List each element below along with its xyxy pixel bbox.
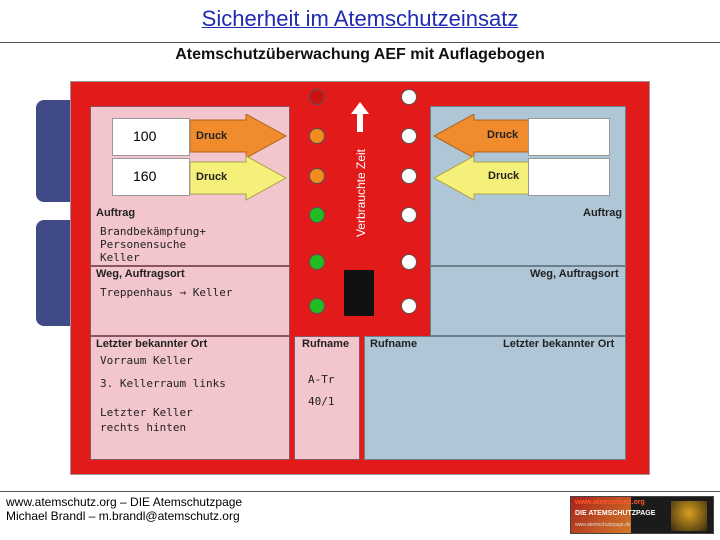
weg-label-left: Weg, Auftragsort: [96, 268, 185, 280]
druck-label-left-1: Druck: [196, 130, 228, 142]
slide-subtitle: Atemschutzüberwachung AEF mit Auflagebogen: [175, 46, 545, 63]
led-green-2: [309, 254, 325, 270]
footer-text: [6, 495, 242, 523]
led-green-1: [309, 207, 325, 223]
auftrag-label-right: Auftrag: [583, 207, 623, 219]
druck-label-right-2: Druck: [488, 170, 520, 182]
led-white-4: [401, 207, 417, 223]
logo-url: www.atemschutz.org: [575, 499, 645, 506]
title-divider: [0, 42, 720, 43]
time-label-wrap: [341, 136, 381, 252]
footer-line-2[interactable]: Michael Brandl – m.brandl@atemschutz.org: [6, 509, 240, 523]
footer-line-1[interactable]: www.atemschutz.org – DIE Atemschutzpage: [6, 495, 243, 509]
ort-label-right: Letzter bekannter Ort: [503, 338, 615, 350]
rufname-value-1[interactable]: A-Tr: [308, 373, 335, 386]
led-white-5: [401, 254, 417, 270]
ort-value-2[interactable]: 3. Kellerraum links: [100, 377, 226, 390]
led-red: [309, 89, 325, 105]
druck-label-right-1: Druck: [487, 129, 519, 141]
logo-name: DIE ATEMSCHUTZPAGE: [575, 510, 656, 517]
logo-small-url: www.atemschutzpage.de: [575, 522, 631, 528]
time-label: Verbrauchte Zeit: [354, 148, 368, 238]
weg-label-right: Weg, Auftragsort: [530, 268, 619, 280]
druck-label-left-2: Druck: [196, 171, 228, 183]
pressure-box-2[interactable]: [112, 158, 190, 196]
logo-firefighter-image: [671, 501, 707, 531]
time-slider-handle[interactable]: [344, 270, 374, 316]
ort-value-3[interactable]: Letzter Keller rechts hinten: [100, 406, 193, 434]
led-orange-2: [309, 168, 325, 184]
led-orange-1: [309, 128, 325, 144]
ort-value-1[interactable]: Vorraum Keller: [100, 354, 193, 367]
footer-divider: [0, 491, 720, 492]
weg-value[interactable]: Treppenhaus → Keller: [100, 286, 233, 299]
pressure-box-right-1[interactable]: [528, 118, 610, 156]
right-panel-ort: [364, 336, 626, 460]
pressure-box-right-2[interactable]: [528, 158, 610, 196]
led-green-3: [309, 298, 325, 314]
auftrag-value[interactable]: Brandbekämpfung+ Personensuche Keller: [100, 225, 206, 264]
rufname-label-center: Rufname: [302, 338, 350, 350]
led-white-3: [401, 168, 417, 184]
slide-title: Sicherheit im Atemschutzeinsatz: [201, 6, 519, 31]
pressure-value-2: 160: [133, 168, 157, 184]
up-arrow-icon: [351, 102, 369, 132]
pressure-arrows-left: [190, 114, 290, 204]
rufname-value-2[interactable]: 40/1: [308, 395, 335, 408]
led-white-2: [401, 128, 417, 144]
led-white-1: [401, 89, 417, 105]
ort-label-left: Letzter bekannter Ort: [96, 338, 208, 350]
rufname-label-right: Rufname: [370, 338, 418, 350]
atemschutz-logo: [570, 496, 714, 534]
auftrag-label-left: Auftrag: [96, 207, 136, 219]
led-white-6: [401, 298, 417, 314]
pressure-value-1: 100: [133, 128, 157, 144]
pressure-box-1[interactable]: [112, 118, 190, 156]
pressure-arrows-right: [430, 114, 530, 204]
